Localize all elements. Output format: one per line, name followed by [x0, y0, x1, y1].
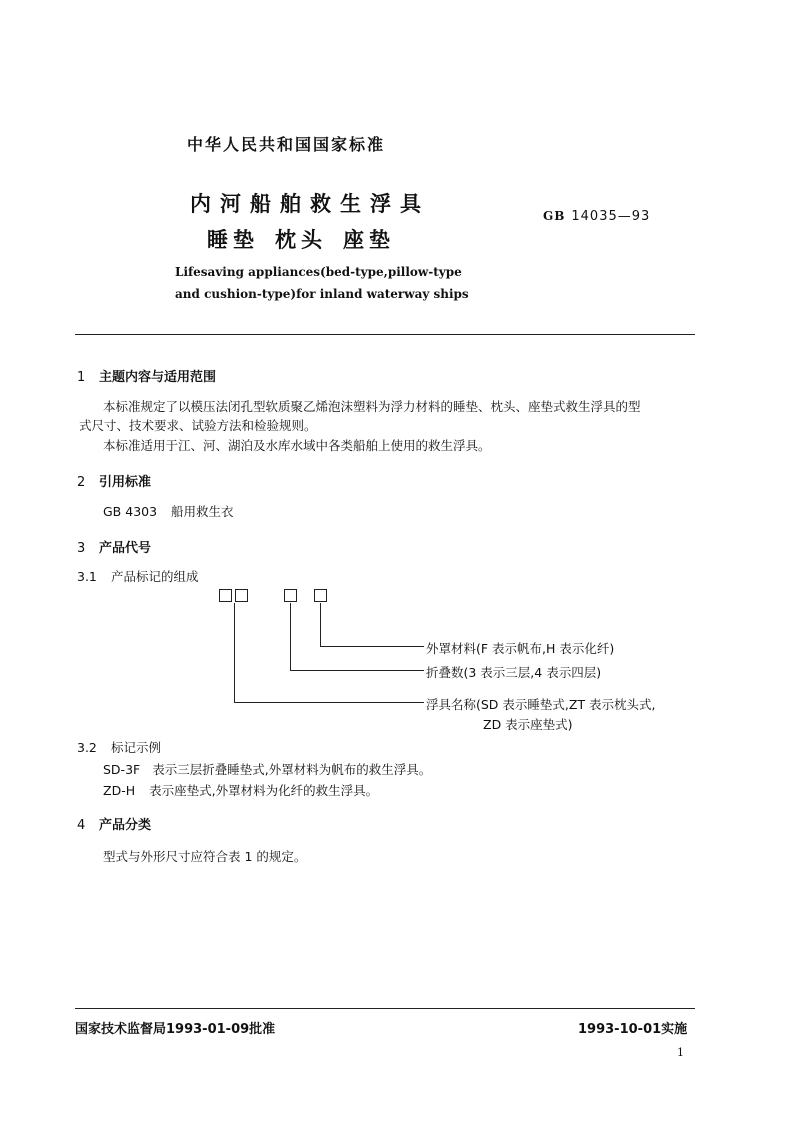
subsection-number: 3.1: [77, 569, 97, 584]
leader-line-name: [234, 702, 424, 703]
example-text: 表示座垫式,外罩材料为化纤的救生浮具。: [149, 783, 379, 798]
standard-prefix: GB: [543, 209, 566, 223]
title-part-cushion: 座垫: [343, 228, 395, 252]
section-4-heading: [77, 814, 151, 833]
section-1-heading: [77, 366, 216, 385]
reference-code: GB 4303: [103, 504, 158, 519]
section-4-para: 型式与外形尺寸应符合表 1 的规定。: [103, 849, 307, 864]
section-number: 3: [77, 541, 86, 556]
title-part-pillow: 枕头: [275, 228, 327, 252]
title-part-bed: 睡垫: [207, 228, 259, 252]
national-standard-heading: 中华人民共和国国家标准: [187, 135, 386, 154]
diagram-label-fold-count: 折叠数(3 表示三层,4 表示四层): [426, 665, 602, 680]
section-title: 主题内容与适用范围: [99, 370, 217, 385]
approval-date: 国家技术监督局1993-01-09批准: [75, 1022, 276, 1037]
section-2-heading: [77, 471, 151, 490]
section-title: 引用标准: [99, 475, 152, 490]
subsection-title: 标记示例: [111, 740, 162, 755]
example-code: ZD-H: [103, 783, 136, 798]
leader-line-cover: [320, 603, 321, 647]
section-3-heading: [77, 537, 151, 556]
example-text: 表示三层折叠睡垫式,外罩材料为帆布的救生浮具。: [152, 762, 432, 777]
code-box: [219, 589, 232, 602]
section-title: 产品代号: [99, 541, 152, 556]
diagram-label-cover-material: 外罩材料(F 表示帆布,H 表示化纤): [426, 641, 615, 656]
section-1-para1-line1: 本标准规定了以模压法闭孔型软质聚乙烯泡沫塑料为浮力材料的睡垫、枕头、座垫式救生浮具的型: [103, 399, 641, 414]
subsection-number: 3.2: [77, 740, 97, 755]
footer-divider: [75, 1008, 695, 1009]
document-title-line1: 内河船舶救生浮具: [190, 192, 430, 216]
diagram-label-float-name: 浮具名称(SD 表示睡垫式,ZT 表示枕头式,: [426, 697, 656, 712]
reference-standard: [103, 502, 234, 520]
standard-code: 14035—93: [571, 209, 651, 224]
section-number: 4: [77, 818, 86, 833]
diagram-label-float-name-cont: ZD 表示座垫式): [483, 717, 573, 732]
page-number: 1: [677, 1046, 684, 1059]
english-title-line2: and cushion-type)for inland waterway ships: [175, 287, 469, 301]
section-number: 1: [77, 370, 86, 385]
header-divider: [75, 334, 695, 335]
effective-date: 1993-10-01实施: [578, 1022, 688, 1037]
marking-example-1: [103, 760, 431, 778]
reference-title: 船用救生衣: [171, 504, 234, 519]
code-box: [235, 589, 248, 602]
section-1-para1-line2: 式尺寸、技术要求、试验方法和检验规则。: [79, 418, 317, 433]
leader-line-folds: [290, 603, 291, 671]
standard-number: [543, 209, 650, 224]
subsection-3-1-heading: [77, 567, 199, 585]
section-title: 产品分类: [99, 818, 152, 833]
english-title-line1: Lifesaving appliances(bed-type,pillow-type: [175, 265, 462, 279]
subsection-3-2-heading: [77, 738, 161, 756]
subsection-title: 产品标记的组成: [111, 569, 199, 584]
leader-line-cover: [320, 646, 424, 647]
section-number: 2: [77, 475, 86, 490]
code-box: [284, 589, 297, 602]
section-1-para2: 本标准适用于江、河、湖泊及水库水域中各类船舶上使用的救生浮具。: [103, 438, 491, 453]
marking-example-2: [103, 781, 378, 799]
example-code: SD-3F: [103, 762, 141, 777]
leader-line-name: [234, 603, 235, 703]
code-box: [314, 589, 327, 602]
leader-line-folds: [290, 670, 424, 671]
document-title-line2: [207, 224, 411, 254]
